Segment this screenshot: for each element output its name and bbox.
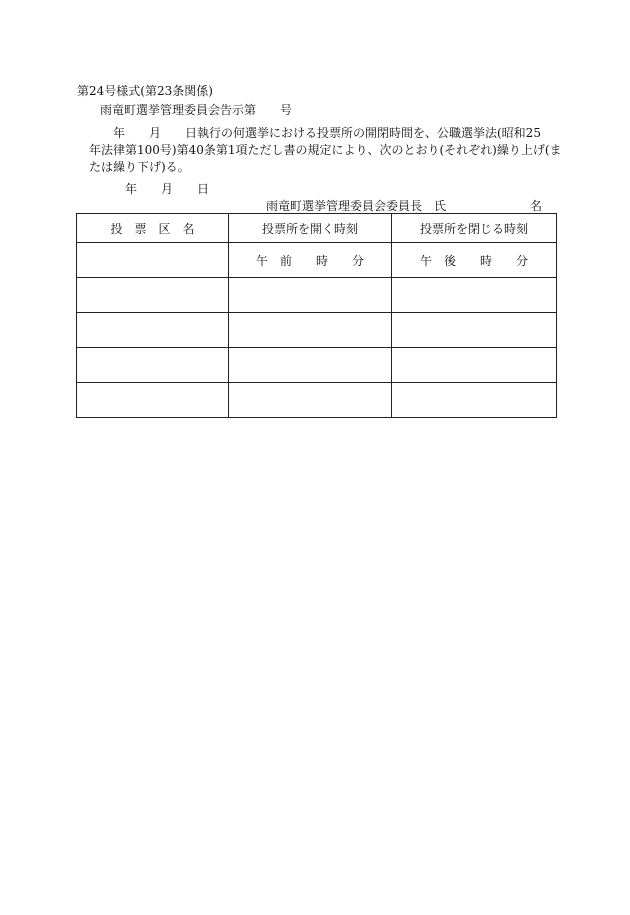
table-cell xyxy=(229,278,392,313)
units-opening-time: 午 前 時 分 xyxy=(229,243,392,278)
units-closing-time: 午 後 時 分 xyxy=(392,243,557,278)
table-row xyxy=(77,313,557,348)
date-line: 年 月 日 xyxy=(77,182,210,196)
table-row xyxy=(77,278,557,313)
polling-hours-table xyxy=(76,213,557,418)
signer-line: 雨竜町選挙管理委員会委員長 氏 名 xyxy=(266,199,543,213)
notice-number: 雨竜町選挙管理委員会告示第 号 xyxy=(100,103,293,117)
table-row xyxy=(77,383,557,418)
form-title: 第24号様式(第23条関係) xyxy=(77,84,213,98)
body-text-line-1: 年 月 日執行の何選挙における投票所の開閉時間を、公職選挙法(昭和25 xyxy=(77,126,541,140)
table-cell xyxy=(77,348,229,383)
table-cell xyxy=(392,278,557,313)
body-text-line-3: たは繰り下げ)る。 xyxy=(77,160,190,174)
table-cell xyxy=(77,383,229,418)
header-closing-time: 投票所を閉じる時刻 xyxy=(392,214,557,243)
table-cell xyxy=(77,313,229,348)
table-row xyxy=(77,348,557,383)
table-cell xyxy=(229,313,392,348)
header-opening-time: 投票所を開く時刻 xyxy=(229,214,392,243)
table-units-row xyxy=(77,243,557,278)
table-cell xyxy=(77,278,229,313)
table-cell xyxy=(392,383,557,418)
table-cell xyxy=(229,348,392,383)
table-cell xyxy=(392,348,557,383)
table-cell xyxy=(392,313,557,348)
table-cell xyxy=(229,383,392,418)
body-text-line-2: 年法律第100号)第40条第1項ただし書の規定により、次のとおり(それぞれ)繰り上げ(ま xyxy=(77,143,562,157)
table-header-row xyxy=(77,214,557,243)
header-polling-district: 投 票 区 名 xyxy=(77,214,229,243)
units-district-cell xyxy=(77,243,229,278)
